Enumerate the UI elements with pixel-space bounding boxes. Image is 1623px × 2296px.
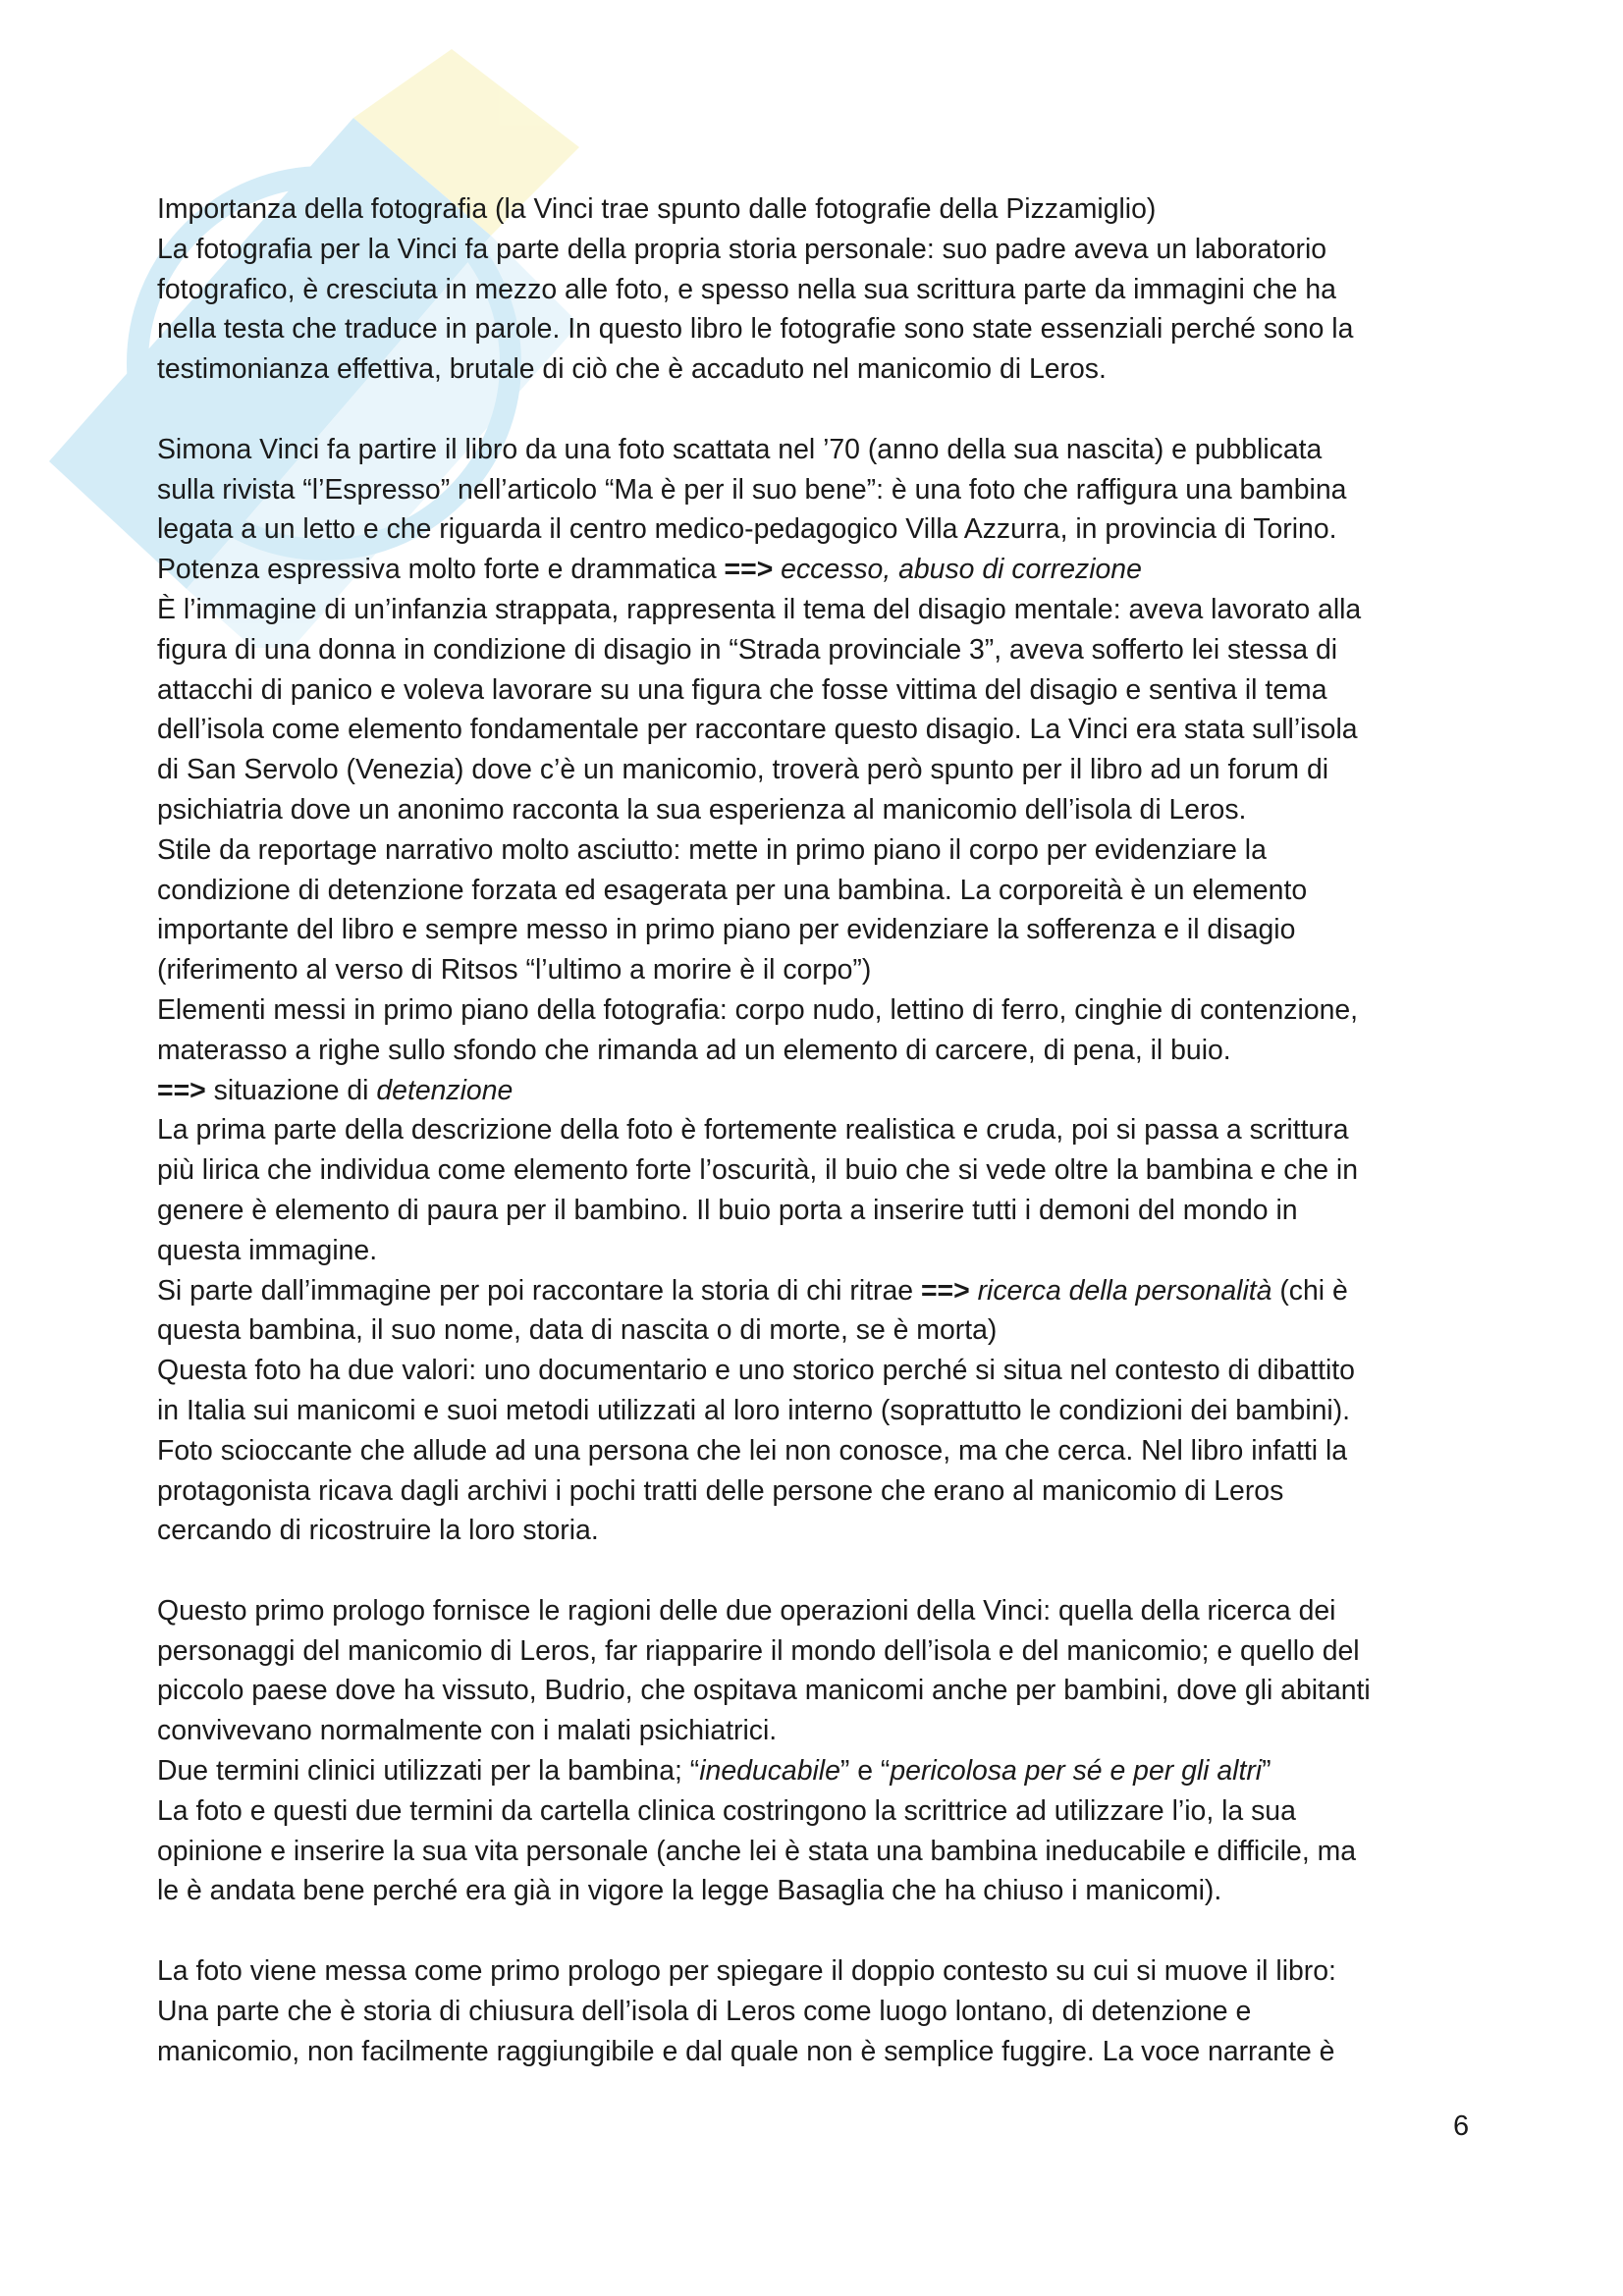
emphasis-text: pericolosa per sé e per gli altri bbox=[890, 1755, 1263, 1788]
text-line: nella testa che traduce in parole. In questo libro le fotografie sono state essenziali perché sono la bbox=[157, 313, 1354, 346]
text-line: attacchi di panico e voleva lavorare su una figura che fosse vittima del disagio e sentiva il tema bbox=[157, 673, 1327, 706]
text-run: ” bbox=[1262, 1755, 1271, 1788]
text-line: manicomio, non facilmente raggiungibile e dal quale non è semplice fuggire. La voce narrante è bbox=[157, 2035, 1335, 2067]
page-number: 6 bbox=[1453, 2110, 1470, 2142]
text-run: (chi è bbox=[1271, 1274, 1348, 1307]
text-line: convivevano normalmente con i malati psichiatrici. bbox=[157, 1715, 778, 1747]
text-line: legata a un letto e che riguarda il centro medico-pedagogico Villa Azzurra, in provincia di Torino. bbox=[157, 513, 1337, 546]
arrow-symbol: ==> bbox=[724, 554, 774, 586]
text-line: La foto viene messa come primo prologo per spiegare il doppio contesto su cui si muove il libro: bbox=[157, 1955, 1336, 1988]
text-line: La fotografia per la Vinci fa parte della propria storia personale: suo padre aveva un laboratorio bbox=[157, 233, 1327, 265]
text-line: Questo primo prologo fornisce le ragioni delle due operazioni della Vinci: quella della ricerca dei bbox=[157, 1594, 1336, 1627]
text-line: Stile da reportage narrativo molto asciutto: mette in primo piano il corpo per evidenziare la bbox=[157, 833, 1267, 866]
text-line: Una parte che è storia di chiusura dell’isola di Leros come luogo lontano, di detenzione e bbox=[157, 1995, 1252, 2027]
text-line: È l’immagine di un’infanzia strappata, rappresenta il tema del disagio mentale: aveva lavorato alla bbox=[157, 593, 1362, 625]
text-line: Importanza della fotografia (la Vinci trae spunto dalle fotografie della Pizzamiglio) bbox=[157, 193, 1157, 225]
text-line: figura di una donna in condizione di disagio in “Strada provinciale 3”, aveva sofferto lei stessa di bbox=[157, 633, 1338, 666]
text-line: materasso a righe sullo sfondo che rimanda ad un elemento di carcere, di pena, il buio. bbox=[157, 1034, 1231, 1066]
text-line: in Italia sui manicomi e suoi metodi utilizzati al loro interno (soprattutto le condizioni dei bambini). bbox=[157, 1394, 1351, 1426]
text-run: Potenza espressiva molto forte e drammatica bbox=[157, 554, 725, 586]
text-run: Due termini clinici utilizzati per la bambina; “ bbox=[157, 1755, 700, 1788]
text-line: opinione e inserire la sua vita personale (anche lei è stata una bambina ineducabile e difficile, ma bbox=[157, 1835, 1357, 1867]
text-line bbox=[157, 1271, 1492, 1311]
text-line bbox=[157, 1071, 1492, 1111]
text-run: Si parte dall’immagine per poi raccontare la storia di chi ritrae bbox=[157, 1274, 921, 1307]
paragraph-gap bbox=[157, 1911, 1492, 1951]
emphasis-text: ricerca della personalità bbox=[969, 1274, 1272, 1307]
text-line: fotografico, è cresciuta in mezzo alle foto, e spesso nella sua scrittura parte da immagini che ha bbox=[157, 273, 1336, 305]
emphasis-text: detenzione bbox=[376, 1074, 514, 1106]
text-line: questa bambina, il suo nome, data di nascita o di morte, se è morta) bbox=[157, 1314, 998, 1347]
text-line: psichiatria dove un anonimo racconta la sua esperienza al manicomio dell’isola di Leros. bbox=[157, 793, 1247, 826]
text-line: cercando di ricostruire la loro storia. bbox=[157, 1515, 599, 1547]
text-line: le è andata bene perché era già in vigore la legge Basaglia che ha chiuso i manicomi). bbox=[157, 1875, 1222, 1907]
text-line: sulla rivista “l’Espresso” nell’articolo “Ma è per il suo bene”: è una foto che raffigura una bambina bbox=[157, 473, 1347, 506]
text-line: piccolo paese dove ha vissuto, Budrio, che ospitava manicomi anche per bambini, dove gli abitanti bbox=[157, 1675, 1371, 1707]
arrow-symbol: ==> bbox=[920, 1274, 970, 1307]
text-run: ” e “ bbox=[839, 1755, 891, 1788]
text-run: situazione di bbox=[205, 1074, 377, 1106]
text-line: Simona Vinci fa partire il libro da una foto scattata nel ’70 (anno della sua nascita) e pubblicata bbox=[157, 433, 1323, 465]
text-line: dell’isola come elemento fondamentale per raccontare questo disagio. La Vinci era stata sull’isola bbox=[157, 714, 1358, 746]
text-line: testimonianza effettiva, brutale di ciò che è accaduto nel manicomio di Leros. bbox=[157, 353, 1107, 386]
text-line: condizione di detenzione forzata ed esagerata per una bambina. La corporeità è un elemento bbox=[157, 874, 1308, 906]
emphasis-text: ineducabile bbox=[699, 1755, 840, 1788]
text-line: La prima parte della descrizione della foto è fortemente realistica e cruda, poi si passa a scrittura bbox=[157, 1114, 1349, 1147]
text-line: protagonista ricava dagli archivi i pochi tratti delle persone che erano al manicomio di Leros bbox=[157, 1474, 1284, 1507]
text-line: più lirica che individua come elemento forte l’oscurità, il buio che si vede oltre la bambina e che in bbox=[157, 1154, 1359, 1187]
text-line: Elementi messi in primo piano della fotografia: corpo nudo, lettino di ferro, cinghie di contenzione, bbox=[157, 993, 1359, 1026]
emphasis-text: eccesso, abuso di correzione bbox=[773, 554, 1142, 586]
text-line: Questa foto ha due valori: uno documentario e uno storico perché si situa nel contesto di dibattito bbox=[157, 1355, 1355, 1387]
arrow-symbol: ==> bbox=[157, 1074, 206, 1106]
text-line: importante del libro e sempre messo in primo piano per evidenziare la sofferenza e il disagio bbox=[157, 914, 1296, 946]
text-line: di San Servolo (Venezia) dove c’è un manicomio, troverà però spunto per il libro ad un forum di bbox=[157, 754, 1329, 786]
text-line: personaggi del manicomio di Leros, far riapparire il mondo dell’isola e del manicomio; e quello del bbox=[157, 1634, 1360, 1667]
text-line: (riferimento al verso di Ritsos “l’ultimo a morire è il corpo”) bbox=[157, 954, 872, 987]
text-line bbox=[157, 1751, 1492, 1791]
paragraph-gap bbox=[157, 390, 1492, 430]
text-line: genere è elemento di paura per il bambino. Il buio porta a inserire tutti i demoni del mondo in bbox=[157, 1194, 1298, 1226]
text-line: La foto e questi due termini da cartella clinica costringono la scrittrice ad utilizzare l’io, la sua bbox=[157, 1794, 1296, 1827]
text-line: questa immagine. bbox=[157, 1234, 378, 1266]
text-line bbox=[157, 550, 1492, 590]
document-body bbox=[157, 189, 1492, 2071]
text-line: Foto scioccante che allude ad una persona che lei non conosce, ma che cerca. Nel libro infatti la bbox=[157, 1434, 1348, 1467]
paragraph-gap bbox=[157, 1551, 1492, 1591]
